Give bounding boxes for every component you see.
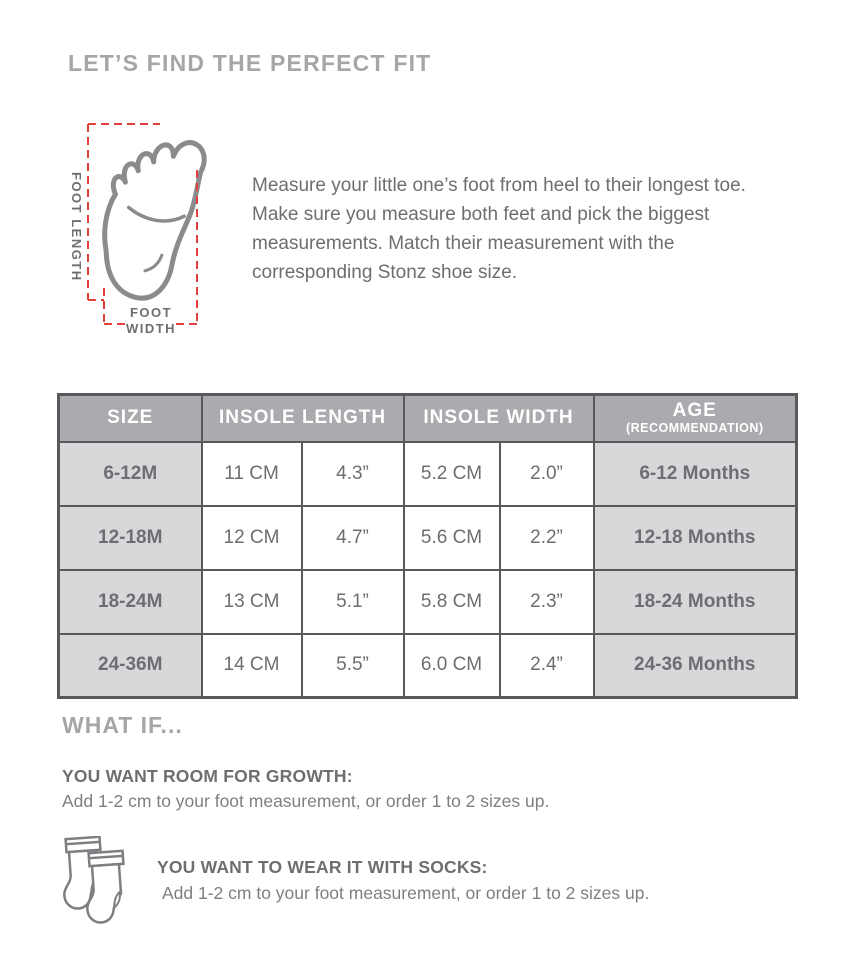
insole-width-in-cell: 2.3” [500,570,594,634]
socks-icon [56,836,150,936]
insole-width-cm-cell: 5.6 CM [404,506,500,570]
table-row [59,634,797,698]
header-age-line2: (RECOMMENDATION) [625,420,764,435]
size-cell: 24-36M [59,634,202,698]
insole-length-in-cell: 4.3” [302,442,404,506]
table-header-row [59,395,797,442]
insole-length-in-cell: 5.1” [302,570,404,634]
size-cell: 6-12M [59,442,202,506]
header-size: SIZE [59,395,202,442]
age-cell: 24-36 Months [594,634,797,698]
measuring-instructions: Measure your little one’s foot from heel to their longest toe. Make sure you measure both feet and pick the biggest measurements. Match their measurement with the corresponding Stonz shoe size. [252,175,746,283]
age-cell: 6-12 Months [594,442,797,506]
insole-length-cm-cell: 14 CM [202,634,302,698]
insole-width-in-cell: 2.0” [500,442,594,506]
insole-length-in-cell: 5.5” [302,634,404,698]
foot-length-label: FOOT LENGTH [69,172,84,282]
socks-tip-body: Add 1-2 cm to your foot measurement, or order 1 to 2 sizes up. [162,883,650,903]
table-row [59,506,797,570]
size-guide-table [57,393,798,699]
insole-width-cm-cell: 5.8 CM [404,570,500,634]
page-title: LET’S FIND THE PERFECT FIT [68,50,432,76]
foot-width-label-line1: FOOT [129,305,173,320]
growth-tip-body: Add 1-2 cm to your foot measurement, or order 1 to 2 sizes up. [62,791,550,811]
size-cell: 18-24M [59,570,202,634]
header-insole-width: INSOLE WIDTH [404,395,594,442]
header-insole-length: INSOLE LENGTH [202,395,404,442]
footprint-icon [89,128,207,306]
size-cell: 12-18M [59,506,202,570]
foot-width-label-line2: WIDTH [125,321,177,336]
socks-tip-heading: YOU WANT TO WEAR IT WITH SOCKS: [157,857,488,877]
insole-length-cm-cell: 12 CM [202,506,302,570]
age-cell: 18-24 Months [594,570,797,634]
insole-length-cm-cell: 13 CM [202,570,302,634]
size-table-body [59,442,797,698]
header-age [594,395,797,442]
insole-length-cm-cell: 11 CM [202,442,302,506]
insole-length-in-cell: 4.7” [302,506,404,570]
insole-width-cm-cell: 6.0 CM [404,634,500,698]
what-if-heading: WHAT IF... [62,712,183,738]
foot-measurement-diagram [48,110,213,350]
table-row [59,570,797,634]
table-row [59,442,797,506]
header-age-line1: AGE [672,399,717,421]
insole-width-in-cell: 2.2” [500,506,594,570]
insole-width-cm-cell: 5.2 CM [404,442,500,506]
growth-tip-heading: YOU WANT ROOM FOR GROWTH: [62,766,353,786]
age-cell: 12-18 Months [594,506,797,570]
insole-width-in-cell: 2.4” [500,634,594,698]
